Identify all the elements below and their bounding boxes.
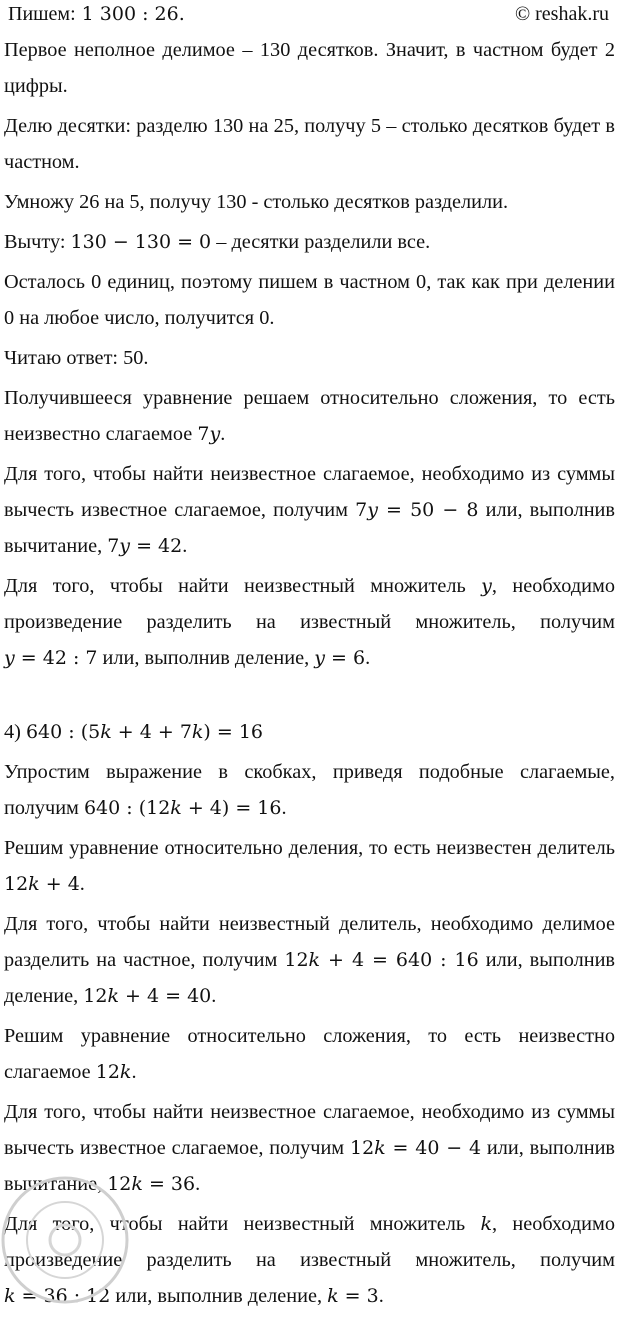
- paragraph: [4, 568, 615, 676]
- paragraph: [4, 32, 615, 104]
- math-expression: 𝑘 = 36 : 12: [4, 1285, 111, 1307]
- paragraph: [4, 380, 615, 452]
- paragraph: [4, 264, 615, 336]
- paragraph: [4, 1018, 615, 1090]
- source-label: © reshak.ru: [514, 3, 609, 25]
- text-run: – десятки разделили все.: [211, 231, 431, 253]
- math-expression: 12𝑘 + 4 = 40: [83, 985, 212, 1007]
- text-run: .: [195, 1173, 201, 1195]
- math-expression: 7𝑦 = 50 − 8: [355, 499, 479, 521]
- math-expression: 𝑦 = 42 : 7: [4, 647, 98, 669]
- text-run: , необходимо произведение разделить на известный множитель, получим: [4, 1213, 615, 1271]
- paragraph: [4, 830, 615, 902]
- text-run: Делю десятки: разделю 130 на 25, получу 5 – столько десятков будет в частном.: [4, 115, 615, 173]
- text-run: Решим уравнение относительно сложения, то есть неизвестно слагаемое: [4, 1025, 615, 1083]
- text-run: или, выполнив вычитание,: [4, 1137, 615, 1195]
- paragraph: [4, 1094, 615, 1202]
- text-run: .: [211, 985, 217, 1007]
- paragraph: [4, 906, 615, 1014]
- text-run: Для того, чтобы найти неизвестное слагаемое, необходимо из суммы вычесть известное слагаемое, получим: [4, 463, 615, 521]
- paragraph: [4, 184, 615, 220]
- text-run: .: [182, 535, 188, 557]
- text-run: Решим уравнение относительно деления, то есть неизвестен делитель: [4, 837, 615, 859]
- paragraph-gap: [4, 676, 615, 710]
- text-run: Для того, чтобы найти неизвестный множитель: [4, 1213, 481, 1235]
- math-expression: 12𝑘: [95, 1061, 132, 1083]
- text-run: или, выполнив деление,: [97, 647, 315, 669]
- paragraph: [4, 108, 615, 180]
- text-run: Первое неполное делимое – 130 десятков. Значит, в частном будет 2 цифры.: [4, 39, 615, 97]
- paragraph: [4, 456, 615, 564]
- text-run: Осталось 0 единиц, поэтому пишем в частном 0, так как при делении 0 на любое число, получится 0.: [4, 271, 615, 329]
- text-run: Читаю ответ: 50.: [4, 347, 149, 369]
- text-run: или, выполнив деление,: [4, 949, 616, 1007]
- text-run: .: [79, 873, 85, 895]
- header-expression: 1 300 : 26.: [81, 3, 185, 25]
- paragraph: [4, 1206, 615, 1314]
- header-lead: [8, 0, 185, 28]
- solution-body: [4, 32, 615, 1314]
- math-expression: 𝑘: [480, 1213, 492, 1235]
- math-expression: 12𝑘 = 40 − 4: [349, 1137, 482, 1159]
- text-run: .: [378, 1285, 384, 1307]
- math-expression: 640 : (12𝑘 + 4) = 16: [83, 797, 282, 819]
- text-run: .: [281, 797, 287, 819]
- math-expression: 12𝑘 = 36: [107, 1173, 196, 1195]
- math-expression: 640 : (5𝑘 + 4 + 7𝑘) = 16: [25, 721, 264, 743]
- text-run: Для того, чтобы найти неизвестное слагаемое, необходимо из суммы вычесть известное слагаемое, получим: [4, 1101, 615, 1159]
- page-header: [4, 0, 615, 28]
- math-expression: 7𝑦: [197, 423, 221, 445]
- paragraph: [4, 754, 615, 826]
- math-expression: 12𝑘 + 4 = 640 : 16: [284, 949, 479, 971]
- text-run: .: [131, 1061, 137, 1083]
- text-run: или, выполнив вычитание,: [4, 499, 615, 557]
- text-run: Для того, чтобы найти неизвестный делитель, необходимо делимое разделить на частное, получим: [4, 913, 615, 971]
- math-expression: 7𝑦 = 42: [107, 535, 183, 557]
- header-lead-text: Пишем:: [8, 3, 76, 25]
- text-run: или, выполнив деление,: [110, 1285, 328, 1307]
- paragraph: [4, 224, 615, 260]
- text-run: Получившееся уравнение решаем относительно сложения, то есть неизвестно слагаемое: [4, 387, 615, 445]
- text-run: Упростим выражение в скобках, приведя подобные слагаемые, получим: [4, 761, 615, 819]
- text-run: .: [365, 647, 371, 669]
- text-run: 4): [4, 721, 26, 743]
- text-run: Для того, чтобы найти неизвестный множитель: [4, 575, 482, 597]
- math-expression: 𝑦: [481, 575, 492, 597]
- text-run: .: [220, 423, 226, 445]
- text-run: , необходимо произведение разделить на известный множитель, получим: [4, 575, 615, 633]
- paragraph: [4, 340, 615, 376]
- text-run: Умножу 26 на 5, получу 130 - столько десятков разделили.: [4, 191, 509, 213]
- math-expression: 12𝑘 + 4: [4, 873, 80, 895]
- math-expression: 130 − 130 = 0: [70, 231, 212, 253]
- math-expression: 𝑦 = 6: [314, 647, 366, 669]
- paragraph: [4, 714, 615, 750]
- math-expression: 𝑘 = 3: [327, 1285, 379, 1307]
- text-run: Вычту:: [4, 231, 71, 253]
